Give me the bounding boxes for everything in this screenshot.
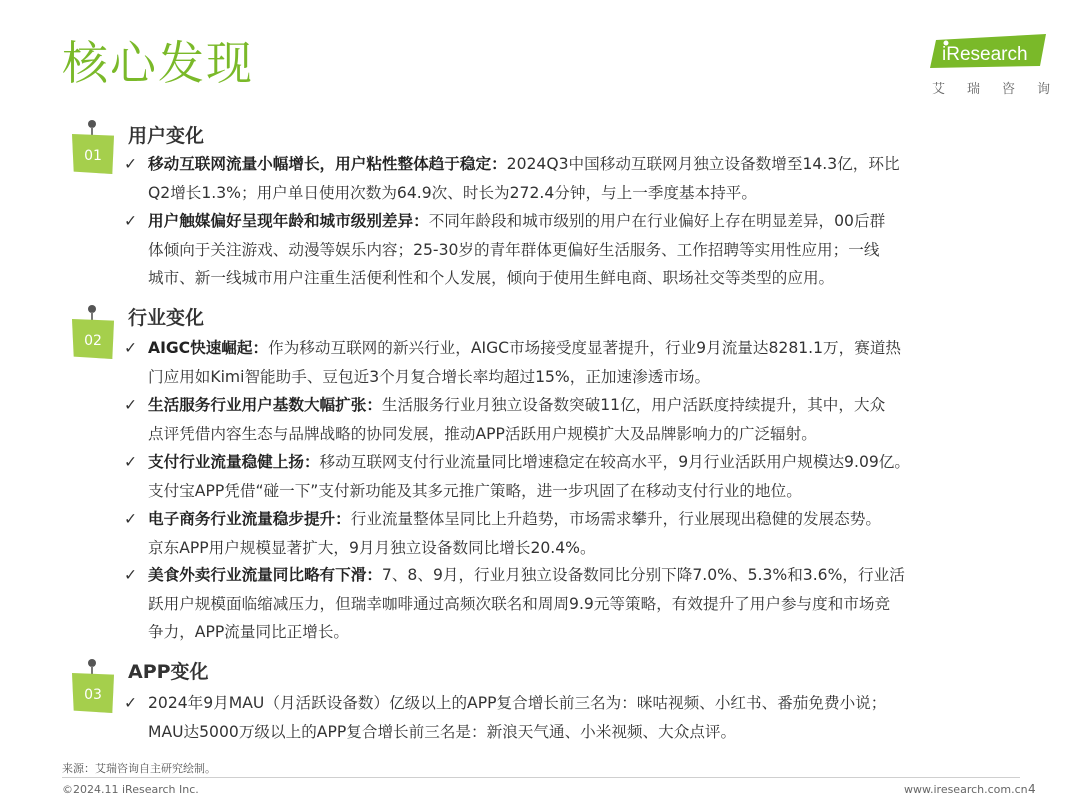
section-heading: 用户变化 <box>128 125 205 147</box>
logo-text: iResearch <box>942 44 1028 65</box>
section-heading: APP变化 <box>128 661 209 683</box>
page-number: 4 <box>1028 782 1036 796</box>
section-number: 02 <box>84 333 102 349</box>
section-tag <box>72 305 114 361</box>
section-number: 03 <box>84 687 102 703</box>
iresearch-logo-icon <box>928 34 1048 70</box>
finding-item: ✓ 支付行业流量稳健上扬：移动互联网支付行业流量同比增速稳定在较高水平，9月行业活跃用户规模达9.09亿。 支付宝APP凭借“碰一下”支付新功能及其多元推广策略，进一步巩固了在移动支付行业的地位。 <box>124 448 1024 505</box>
section-heading: 行业变化 <box>128 307 205 329</box>
check-icon: ✓ <box>124 510 138 528</box>
finding-item: ✓ 生活服务行业用户基数大幅扩张：生活服务行业月独立设备数突破11亿，用户活跃度持续提升，其中，大众 点评凭借内容生态与品牌战略的协同发展，推动APP活跃用户规模扩大及品牌影响力的广泛辐射。 <box>124 391 1024 448</box>
finding-item: ✓ 2024年9月MAU（月活跃设备数）亿级以上的APP复合增长前三名为：咪咕视频、小红书、番茄免费小说； MAU达5000万级以上的APP复合增长前三名是：新浪天气通、小米视频、大众点评。 <box>124 689 1024 746</box>
page-title: 核心发现 <box>62 36 254 90</box>
check-icon: ✓ <box>124 396 138 414</box>
finding-item: ✓ 用户触媒偏好呈现年龄和城市级别差异：不同年龄段和城市级别的用户在行业偏好上存在明显差异，00后群 体倾向于关注游戏、动漫等娱乐内容；25-30岁的青年群体更偏好生活服务、工作招聘等实用性应用；一线 城市、新一线城市用户注重生活便利性和个人发展，倾向于使用生鲜电商、职场社交等类型的应用。 <box>124 207 1024 293</box>
footer-divider <box>62 777 1020 778</box>
finding-item: ✓ 美食外卖行业流量同比略有下滑：7、8、9月，行业月独立设备数同比分别下降7.0%、5.3%和3.6%，行业活 跃用户规模面临缩减压力，但瑞幸咖啡通过高频次联名和周周9.9元等策略，有效提升了用户参与度和市场竞 争力，APP流量同比正增长。 <box>124 561 1024 647</box>
source-note: 来源：艾瑞咨询自主研究绘制。 <box>62 762 216 775</box>
check-icon: ✓ <box>124 453 138 471</box>
logo-subtitle: 艾 瑞 咨 询 <box>932 82 1050 97</box>
finding-item: ✓ 电子商务行业流量稳步提升：行业流量整体呈同比上升趋势，市场需求攀升，行业展现出稳健的发展态势。 京东APP用户规模显著扩大，9月月独立设备数同比增长20.4%。 <box>124 505 1024 562</box>
check-icon: ✓ <box>124 566 138 584</box>
section-tag <box>72 659 114 715</box>
copyright: ©2024.11 iResearch Inc. <box>62 783 199 796</box>
finding-item: ✓ 移动互联网流量小幅增长，用户粘性整体趋于稳定：2024Q3中国移动互联网月独立设备数增至14.3亿，环比 Q2增长1.3%；用户单日使用次数为64.9次、时长为272.4分钟，与上一季度基本持平。 <box>124 150 1024 207</box>
check-icon: ✓ <box>124 212 138 230</box>
check-icon: ✓ <box>124 694 138 712</box>
section-tag <box>72 120 114 176</box>
iresearch-logo <box>918 34 1052 96</box>
check-icon: ✓ <box>124 339 138 357</box>
section-number: 01 <box>84 148 102 164</box>
check-icon: ✓ <box>124 155 138 173</box>
finding-item: ✓ AIGC快速崛起：作为移动互联网的新兴行业，AIGC市场接受度显著提升，行业9月流量达8281.1万，赛道热 门应用如Kimi智能助手、豆包近3个月复合增长率均超过15%，正加速渗透市场。 <box>124 334 1024 391</box>
website-link[interactable]: www.iresearch.com.cn <box>904 783 1028 796</box>
